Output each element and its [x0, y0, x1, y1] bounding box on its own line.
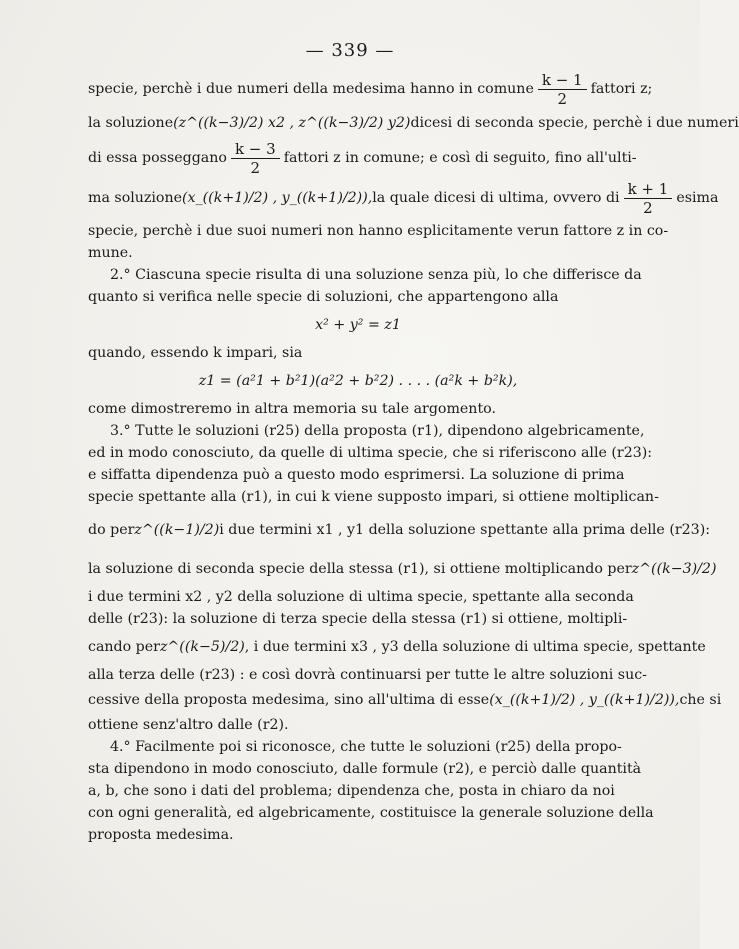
- text-line: specie, perchè i due suoi numeri non hanno esplicitamente verun fattore z in co-: [88, 223, 669, 239]
- text-line: quando, essendo k impari, sia: [88, 345, 303, 361]
- text-line: la soluzione di seconda specie della stessa (r1), si ottiene moltiplicando per z^((k−3)/2): [88, 552, 628, 586]
- text-line: cessive della proposta medesima, sino all'ultima di esse (x_((k+1)/2) , y_((k+1)/2)), che si: [88, 686, 628, 714]
- text-line: come dimostreremo in altra memoria su tale argomento.: [88, 401, 496, 417]
- text-line: la soluzione (z^((k−3)/2) x2 , z^((k−3)/2) y2) dicesi di seconda specie, perchè i due numeri: [88, 106, 628, 140]
- text-line: sta dipendono in modo conosciuto, dalle formule (r2), e perciò dalle quantità: [88, 761, 642, 777]
- fraction: $\frac{k - 3}{2}$: [231, 140, 280, 177]
- text-line: di essa posseggano $\frac{k - 3}{2}$ fattori z in comune; e così di seguito, fino all'ulti-: [88, 139, 637, 177]
- equation: z1 = (a²1 + b²1)(a²2 + b²2) . . . . (a²k + b²k),: [198, 373, 518, 389]
- text-line: 4.° Facilmente poi si riconosce, che tutte le soluzioni (r25) della propo-: [110, 739, 622, 755]
- text-line: a, b, che sono i dati del problema; dipendenza che, posta in chiaro da noi: [88, 783, 615, 799]
- text-line: ed in modo conosciuto, da quelle di ultima specie, che si riferiscono alle (r23):: [88, 445, 653, 461]
- text-line: ma soluzione (x_((k+1)/2) , y_((k+1)/2)), la quale dicesi di ultima, ovvero di $\frac{k + 1}{2}$ esima: [88, 179, 719, 217]
- text-line: e siffatta dipendenza può a questo modo esprimersi. La soluzione di prima: [88, 467, 625, 483]
- text-line: do per z^((k−1)/2) i due termini x1 , y1 della soluzione spettante alla prima delle (r23):: [88, 508, 628, 552]
- text-line: alla terza delle (r23) : e così dovrà continuarsi per tutte le altre soluzioni suc-: [88, 667, 647, 683]
- page-number: — 339 —: [305, 40, 395, 61]
- math-expression: (x_((k+1)/2) , y_((k+1)/2)),: [182, 190, 373, 206]
- math-expression: z^((k−1)/2): [134, 522, 220, 538]
- text-line: 3.° Tutte le soluzioni (r25) della proposta (r1), dipendono algebricamente,: [110, 423, 645, 439]
- page-body: [88, 70, 739, 846]
- math-expression: z^((k−5)/2): [159, 639, 245, 655]
- text-line: mune.: [88, 245, 133, 261]
- text-line: specie, perchè i due numeri della medesima hanno in comune $\frac{k - 1}{2}$ fattori z;: [88, 70, 653, 108]
- text-line: specie spettante alla (r1), in cui k viene supposto impari, si ottiene moltiplican-: [88, 489, 659, 505]
- text-line: quanto si verifica nelle specie di soluzioni, che appartengono alla: [88, 289, 559, 305]
- text-line: 2.° Ciascuna specie risulta di una soluzione senza più, lo che differisce da: [110, 267, 642, 283]
- equation: x² + y² = z1: [315, 317, 401, 333]
- text-line: cando per z^((k−5)/2) , i due termini x3 , y3 della soluzione di ultima specie, spettante: [88, 630, 628, 664]
- math-expression: (x_((k+1)/2) , y_((k+1)/2)),: [489, 692, 680, 708]
- fraction: $\frac{k - 1}{2}$: [538, 71, 587, 108]
- text-line: proposta medesima.: [88, 827, 234, 843]
- text-line: con ogni generalità, ed algebricamente, costituisce la generale soluzione della: [88, 805, 654, 821]
- math-expression: (z^((k−3)/2) x2 , z^((k−3)/2) y2): [173, 115, 411, 131]
- text-line: delle (r23): la soluzione di terza specie della stessa (r1) si ottiene, moltipli-: [88, 611, 628, 627]
- fraction: $\frac{k + 1}{2}$: [624, 180, 673, 217]
- text-line: ottiene senz'altro dalle (r2).: [88, 717, 289, 733]
- text-line: i due termini x2 , y2 della soluzione di ultima specie, spettante alla seconda: [88, 589, 634, 605]
- math-expression: z^((k−3)/2): [631, 561, 717, 577]
